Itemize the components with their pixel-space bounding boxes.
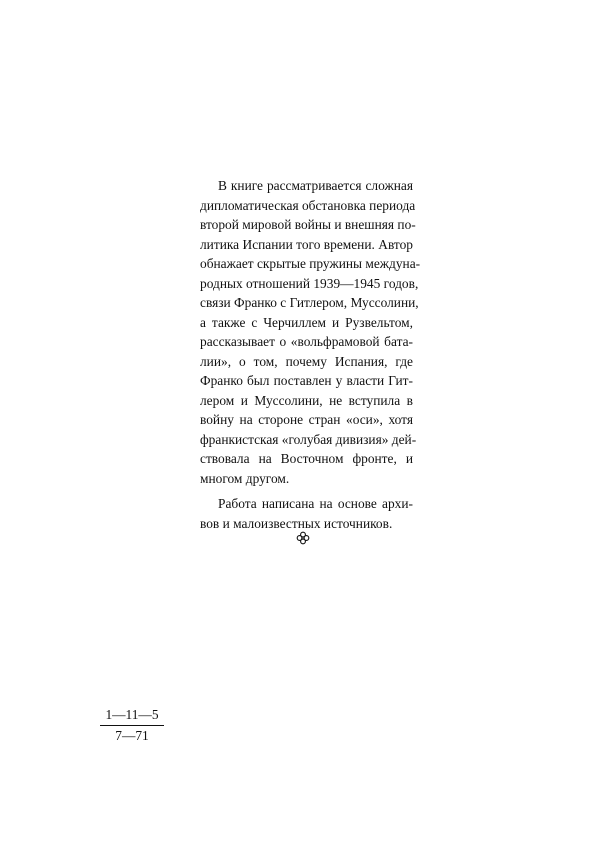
text-line: франкистская «голубая дивизия» дей- [200, 431, 417, 447]
text-line: дипломатическая обстановка периода [200, 197, 416, 213]
index-code-denominator: 7—71 [115, 728, 149, 743]
text-line: Работа написана на основе архи- [218, 496, 413, 511]
text-line: обнажает скрытые пружины междуна- [200, 256, 421, 271]
text-line: Франко был поставлен у власти Гит- [200, 373, 413, 388]
text-line: многом другом. [200, 470, 290, 486]
text-line: связи Франко с Гитлером, Муссолини, [200, 295, 419, 310]
index-code-numerator: 1—11—5 [100, 706, 164, 726]
text-line: вов и малоизвестных источников. [200, 515, 393, 531]
text-line: лером и Муссолини, не вступила в [200, 392, 413, 408]
publication-index-code [100, 706, 164, 745]
text-line: а также с Черчиллем и Рузвельтом, [200, 314, 413, 330]
text-line: рассказывает о «вольфрамовой бата- [200, 334, 413, 349]
abstract-text [200, 176, 421, 533]
text-line: войну на стороне стран «оси», хотя [200, 412, 413, 427]
text-line: лии», о том, почему Испания, где [200, 353, 413, 369]
text-line: В книге рассматривается сложная [218, 178, 413, 193]
abstract-paragraph-1 [200, 176, 421, 488]
text-line: родных отношений 1939—1945 годов, [200, 275, 419, 291]
text-line: второй мировой войны и внешняя по- [200, 217, 416, 232]
text-line: литика Испании того времени. Автор [200, 236, 413, 252]
floral-ornament-icon [296, 531, 310, 545]
text-line: ствовала на Восточном фронте, и [200, 451, 413, 466]
abstract-paragraph-2 [200, 494, 413, 533]
